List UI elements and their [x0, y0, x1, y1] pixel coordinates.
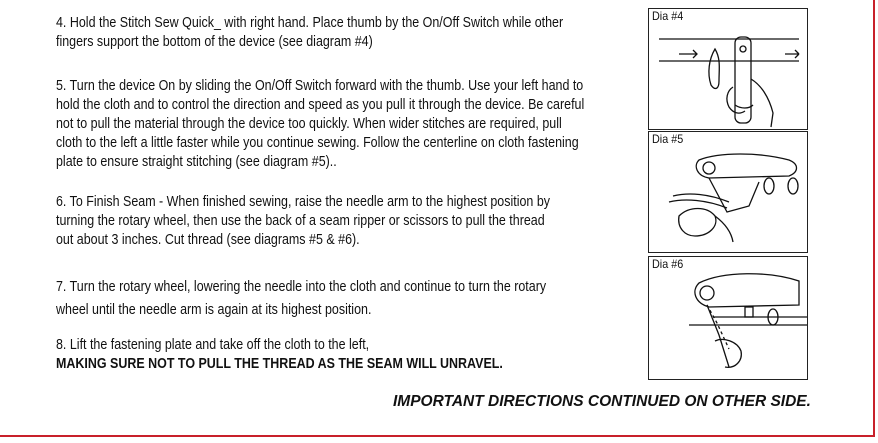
step-4 — [56, 14, 563, 52]
step-5-line-5: plate to ensure straight stitching (see diagram #5).. — [56, 154, 337, 170]
step-7-line-1: 7. Turn the rotary wheel, lowering the needle into the cloth and continue to turn the rotary — [56, 279, 547, 295]
diagram-4 — [648, 8, 808, 130]
step-7 — [56, 276, 546, 322]
step-5-line-3: not to pull the material through the device too quickly. When wider stitches are required, pull — [56, 116, 562, 132]
diagram-6-illustration — [649, 257, 809, 381]
step-6-line-1: 6. To Finish Seam - When finished sewing, raise the needle arm to the highest position by — [56, 194, 551, 210]
diagram-6 — [648, 256, 808, 380]
diagram-5-caption: Dia #5 — [652, 132, 684, 146]
step-8-line-1: 8. Lift the fastening plate and take off the cloth to the left, — [56, 337, 370, 353]
step-7-line-2: wheel until the needle arm is again at its highest position. — [56, 302, 372, 318]
diagram-4-illustration — [649, 9, 809, 131]
diagram-4-caption: Dia #4 — [652, 9, 684, 23]
step-4-line-2: fingers support the bottom of the device (see diagram #4) — [56, 34, 373, 50]
diagram-6-caption: Dia #6 — [652, 257, 684, 271]
step-6-line-2: turning the rotary wheel, then use the back of a seam ripper or scissors to pull the thread — [56, 213, 545, 229]
step-4-line-1: 4. Hold the Stitch Sew Quick_ with right hand. Place thumb by the On/Off Switch while other — [56, 15, 564, 31]
diagram-5 — [648, 131, 808, 253]
footer-note: IMPORTANT DIRECTIONS CONTINUED ON OTHER SIDE. — [393, 393, 811, 410]
step-5-line-4: cloth to the left a little faster while you continue sewing. Follow the centerline on cloth fastening — [56, 135, 579, 151]
step-8-warning: MAKING SURE NOT TO PULL THE THREAD AS THE SEAM WILL UNRAVEL. — [56, 356, 503, 372]
step-5-line-2: hold the cloth and to control the direction and speed as you pull it through the device. Be careful — [56, 97, 585, 113]
step-5 — [56, 77, 584, 172]
step-6-line-3: out about 3 inches. Cut thread (see diagrams #5 & #6). — [56, 232, 360, 248]
step-5-line-1: 5. Turn the device On by sliding the On/Off Switch forward with the thumb. Use your left hand to — [56, 78, 584, 94]
step-8 — [56, 336, 503, 374]
step-6 — [56, 193, 550, 250]
diagram-5-illustration — [649, 132, 809, 254]
